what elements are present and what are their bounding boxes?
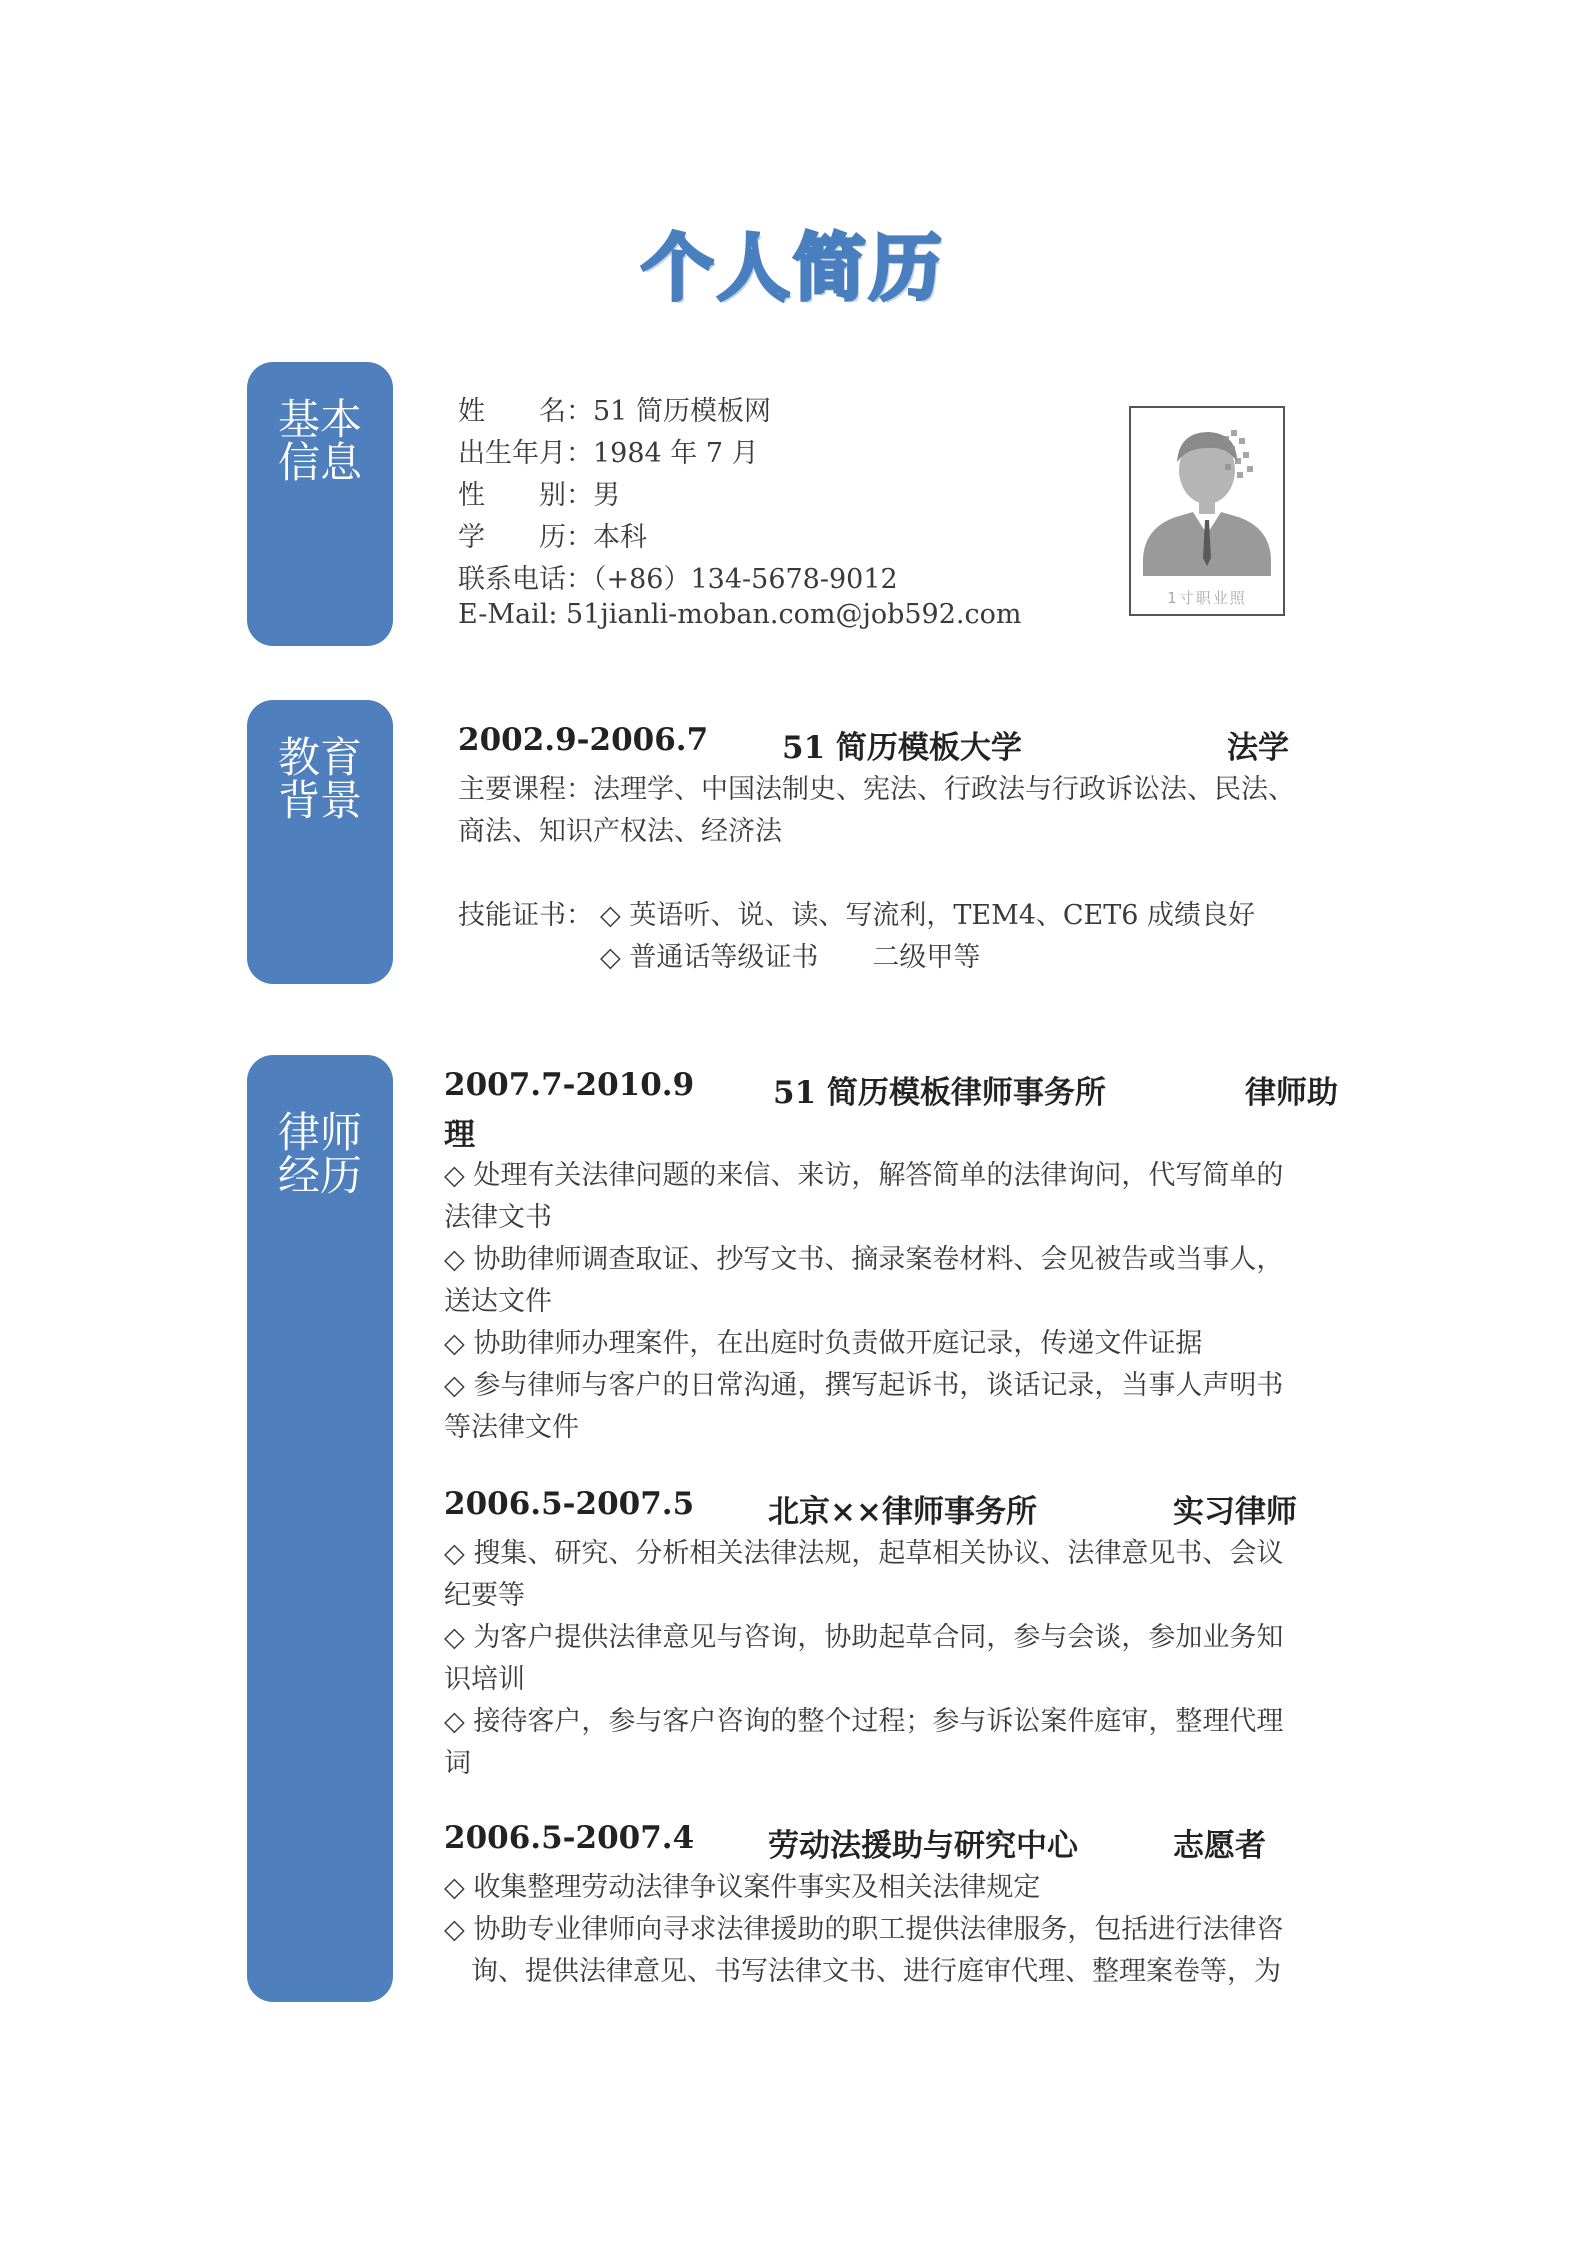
degree-field: 学 历：本科 bbox=[458, 522, 647, 553]
section-tab-education bbox=[247, 700, 393, 984]
job2-role: 实习律师 bbox=[1173, 1494, 1297, 1530]
education-period: 2002.9-2006.7 bbox=[458, 722, 709, 758]
job3-role: 志愿者 bbox=[1173, 1828, 1266, 1864]
section-label-experience: 律师 经历 bbox=[277, 1108, 362, 1200]
job1-period: 2007.7-2010.9 bbox=[444, 1067, 695, 1103]
job2-period: 2006.5-2007.5 bbox=[444, 1486, 695, 1522]
job2-line: ◇ 搜集、研究、分析相关法律法规，起草相关协议、法律意见书、会议 bbox=[444, 1538, 1284, 1569]
name-field: 姓 名：51 简历模板网 bbox=[458, 396, 771, 427]
job1-line: 送达文件 bbox=[444, 1286, 552, 1317]
avatar-silhouette-icon bbox=[1131, 408, 1283, 614]
education-school: 51 简历模板大学 bbox=[782, 730, 1022, 766]
job3-org: 劳动法援助与研究中心 bbox=[768, 1828, 1078, 1864]
job1-line: ◇ 处理有关法律问题的来信、来访，解答简单的法律询问，代写简单的 bbox=[444, 1160, 1284, 1191]
skill-item-1: ◇ 英语听、说、读、写流利，TEM4、CET6 成绩良好 bbox=[600, 900, 1256, 931]
job2-line: ◇ 为客户提供法律意见与咨询，协助起草合同，参与会谈，参加业务知 bbox=[444, 1622, 1284, 1653]
job1-line: ◇ 协助律师办理案件，在出庭时负责做开庭记录，传递文件证据 bbox=[444, 1328, 1203, 1359]
profile-photo bbox=[1129, 406, 1285, 616]
section-tab-experience bbox=[247, 1055, 393, 2002]
section-tab-basic-info bbox=[247, 362, 393, 646]
job2-line: 纪要等 bbox=[444, 1580, 525, 1611]
job1-org: 51 简历模板律师事务所 bbox=[773, 1075, 1106, 1111]
gender-field: 性 别：男 bbox=[458, 480, 620, 511]
job2-line: 词 bbox=[444, 1748, 471, 1779]
job1-line: 法律文书 bbox=[444, 1202, 552, 1233]
job1-line: 等法律文件 bbox=[444, 1412, 579, 1443]
skill-item-2: ◇ 普通话等级证书 二级甲等 bbox=[600, 942, 981, 973]
job3-line: ◇ 收集整理劳动法律争议案件事实及相关法律规定 bbox=[444, 1872, 1041, 1903]
email-field: E-Mail: 51jianli-moban.com@job592.com bbox=[458, 599, 1022, 630]
job2-line: ◇ 接待客户，参与客户咨询的整个过程；参与诉讼案件庭审，整理代理 bbox=[444, 1706, 1284, 1737]
job1-role-continued: 理 bbox=[444, 1117, 475, 1153]
photo-caption: 1寸职业照 bbox=[1167, 589, 1247, 607]
job1-line: ◇ 参与律师与客户的日常沟通，撰写起诉书，谈话记录，当事人声明书 bbox=[444, 1370, 1284, 1401]
birth-field: 出生年月：1984 年 7 月 bbox=[458, 438, 759, 469]
job3-line: 询、提供法律意见、书写法律文书、进行庭审代理、整理案卷等，为 bbox=[444, 1956, 1281, 1987]
job1-role: 律师助 bbox=[1245, 1075, 1338, 1111]
education-courses-line-1: 主要课程：法理学、中国法制史、宪法、行政法与行政诉讼法、民法、 bbox=[458, 774, 1295, 805]
section-label-basic-info: 基本 信息 bbox=[277, 395, 362, 487]
job2-line: 识培训 bbox=[444, 1664, 525, 1695]
job1-line: ◇ 协助律师调查取证、抄写文书、摘录案卷材料、会见被告或当事人， bbox=[444, 1244, 1284, 1275]
job2-org: 北京××律师事务所 bbox=[768, 1494, 1037, 1530]
skills-label: 技能证书： bbox=[458, 900, 593, 931]
job3-period: 2006.5-2007.4 bbox=[444, 1820, 695, 1856]
education-major: 法学 bbox=[1227, 730, 1289, 766]
phone-field: 联系电话：（+86）134-5678-9012 bbox=[458, 564, 898, 595]
education-courses-line-2: 商法、知识产权法、经济法 bbox=[458, 816, 782, 847]
page-title: 个人简历 bbox=[641, 226, 946, 310]
job3-line: ◇ 协助专业律师向寻求法律援助的职工提供法律服务，包括进行法律咨 bbox=[444, 1914, 1284, 1945]
section-label-education: 教育 背景 bbox=[277, 733, 362, 825]
